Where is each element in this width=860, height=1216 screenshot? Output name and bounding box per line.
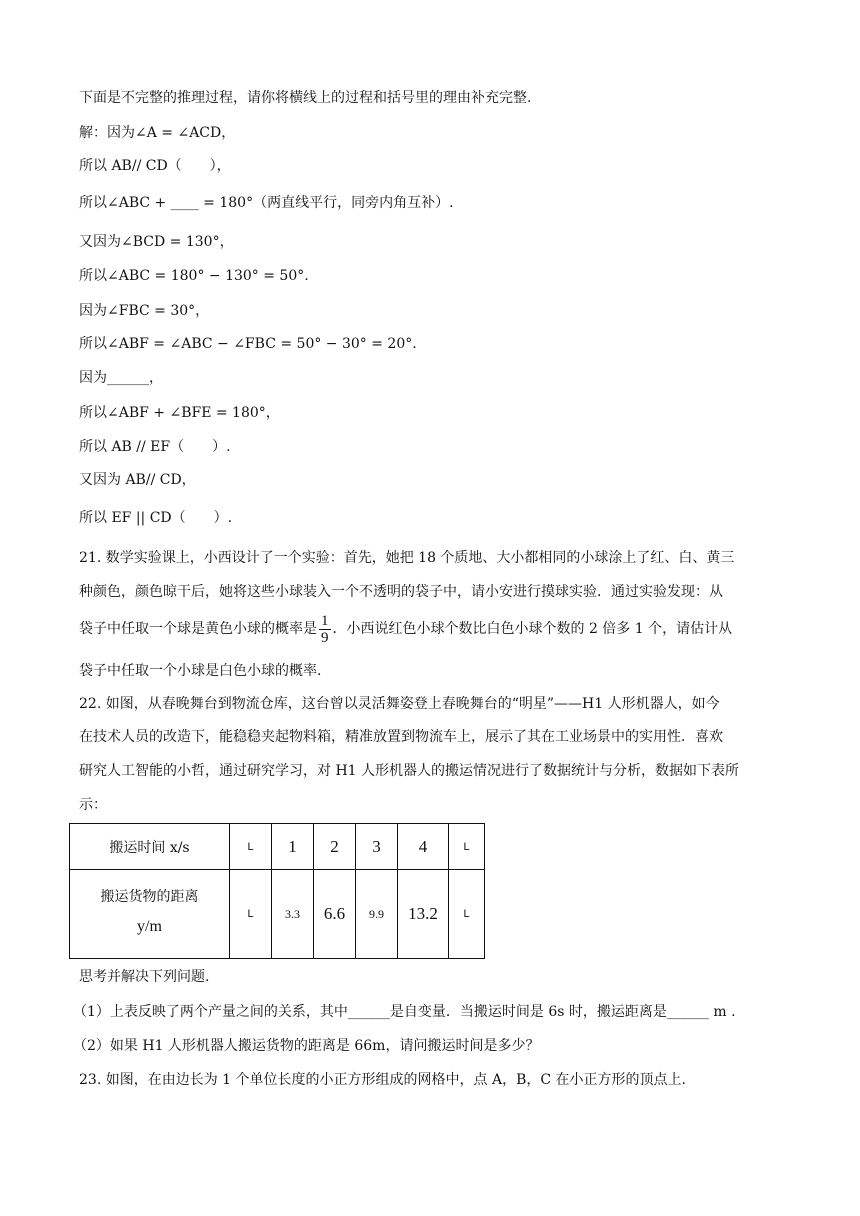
- q21-line-3-after: ．小西说红色小球个数比白色小球个数的 2 倍多 1 个，请估计从: [332, 621, 733, 637]
- proof-line-10: 所以 AB // EF（ ）.: [79, 439, 231, 455]
- table-row-time: [70, 824, 485, 870]
- intro-text: 下面是不完整的推理过程，请你将横线上的过程和括号里的理由补充完整.: [79, 90, 532, 106]
- q21-line-3-before: 袋子中任取一个球是黄色小球的概率是: [79, 621, 317, 637]
- q22-line-2: 在技术人员的改造下，能稳稳夹起物料箱，精准放置到物流车上，展示了其在工业场景中的实用性．喜欢: [79, 729, 723, 745]
- proof-line-11: 又因为 AB// CD，: [79, 472, 196, 488]
- proof-line-5: 所以∠ABC = 180° − 130° = 50°.: [79, 268, 309, 284]
- table-row-distance: [70, 870, 485, 959]
- table-cell: 6.6: [314, 870, 356, 959]
- proof-line-12: 所以 EF || CD（ ）.: [79, 510, 233, 526]
- data-table: [69, 823, 485, 959]
- q21-line-4: 袋子中任取一个小球是白色小球的概率.: [79, 663, 322, 679]
- distance-unit: y/m: [137, 918, 162, 935]
- q22-line-1: 22. 如图，从春晚舞台到物流仓库，这台曾以灵活舞姿登上春晚舞台的“明星”——H1 人形机器人，如今: [79, 696, 720, 712]
- table-cell: 1: [272, 824, 314, 870]
- table-cell-ellipsis: L: [230, 824, 272, 870]
- table-cell: 13.2: [398, 870, 449, 959]
- table-cell: 4: [398, 824, 449, 870]
- q22-line-3: 研究人工智能的小哲，通过研究学习，对 H1 人形机器人的搬运情况进行了数据统计与分析，数据如下表所: [79, 763, 740, 779]
- table-cell-ellipsis: L: [449, 870, 485, 959]
- proof-line-2: 所以 AB// CD（ ），: [79, 158, 231, 174]
- table-cell-ellipsis: L: [449, 824, 485, 870]
- table-cell-ellipsis: L: [230, 870, 272, 959]
- q23-line-1: 23. 如图，在由边长为 1 个单位长度的小正方形组成的网格中，点 A，B，C 在小正方形的顶点上.: [79, 1072, 686, 1088]
- table-header-distance: [70, 870, 230, 959]
- table-cell: 9.9: [356, 870, 398, 959]
- q22-sub-1: （1）上表反映了两个产量之间的关系，其中______是自变量．当搬运时间是 6s 时，搬运距离是______ m .: [73, 1004, 736, 1020]
- proof-line-6: 因为∠FBC = 30°，: [79, 303, 210, 319]
- proof-line-9: 所以∠ABF + ∠BFE = 180°，: [79, 405, 280, 421]
- fraction-numerator: 1: [321, 612, 329, 629]
- table-cell: 3: [356, 824, 398, 870]
- table-cell: 3.3: [272, 870, 314, 959]
- proof-line-1: 解：因为∠A = ∠ACD，: [79, 125, 236, 141]
- proof-line-4: 又因为∠BCD = 130°，: [79, 234, 234, 250]
- table-cell: 2: [314, 824, 356, 870]
- table-header-time: 搬运时间 x/s: [70, 824, 230, 870]
- proof-line-8: 因为______，: [79, 370, 163, 386]
- q22-line-4: 示：: [79, 797, 107, 813]
- q21-line-3: [79, 612, 732, 646]
- q22-think: 思考并解决下列问题.: [79, 969, 210, 985]
- proof-line-7: 所以∠ABF = ∠ABC − ∠FBC = 50° − 30° = 20°.: [79, 336, 417, 352]
- fraction-denominator: 9: [321, 629, 329, 646]
- q21-line-1: 21. 数学实验课上，小西设计了一个实验：首先，她把 18 个质地、大小都相同的小球涂上了红、白、黄三: [79, 550, 735, 566]
- q22-sub-2: （2）如果 H1 人形机器人搬运货物的距离是 66m，请问搬运时间是多少？: [73, 1038, 540, 1054]
- proof-line-3: 所以∠ABC + ____ = 180°（两直线平行，同旁内角互补）.: [79, 195, 454, 211]
- probability-fraction: [319, 613, 331, 646]
- q21-line-2: 种颜色，颜色晾干后，她将这些小球装入一个不透明的袋子中，请小安进行摸球实验．通过实验发现：从: [79, 584, 723, 600]
- distance-label: 搬运货物的距离: [100, 889, 199, 905]
